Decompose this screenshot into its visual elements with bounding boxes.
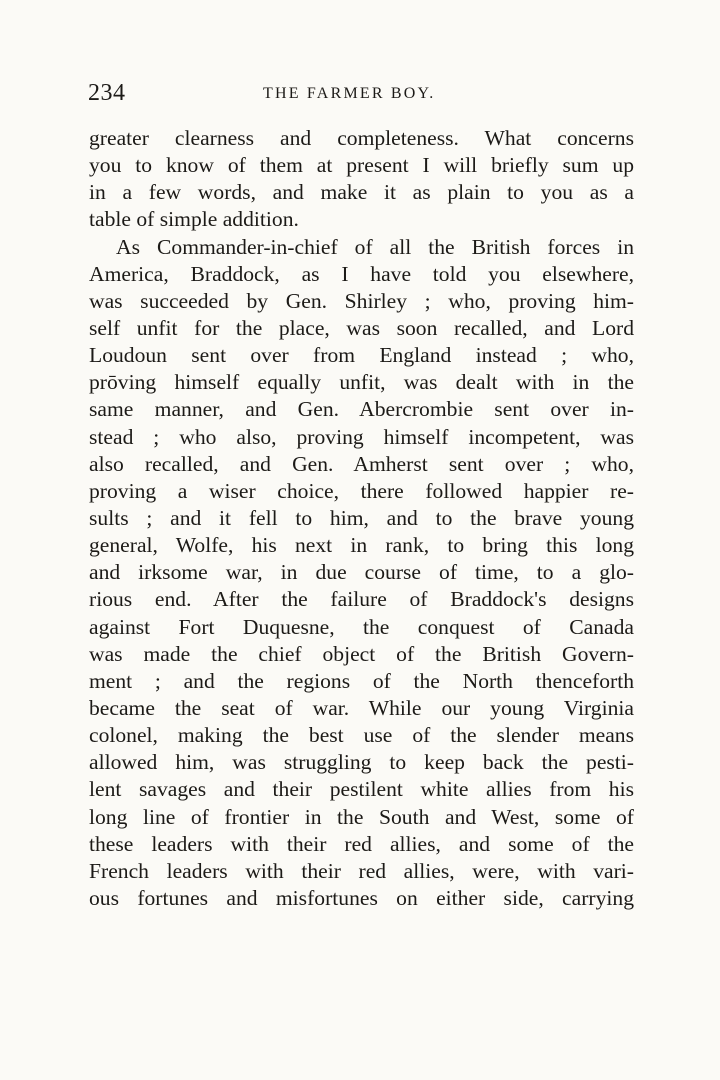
text-line: same manner, and Gen. Abercrombie sent over in- (89, 397, 634, 422)
text-line: table of simple addition. (89, 207, 299, 232)
text-line: prōving himself equally unfit, was dealt with in the (89, 370, 634, 395)
text-line: lent savages and their pestilent white allies from his (89, 777, 634, 802)
text-line: you to know of them at present I will briefly sum up (89, 153, 634, 178)
text-line: these leaders with their red allies, and some of the (89, 831, 634, 856)
text-line: America, Braddock, as I have told you elsewhere, (89, 261, 634, 286)
text-line: and irksome war, in due course of time, to a glo- (89, 560, 634, 585)
text-line: self unfit for the place, was soon recalled, and Lord (89, 315, 634, 340)
text-line: sults ; and it fell to him, and to the brave young (89, 505, 634, 530)
text-line: long line of frontier in the South and West, some of (89, 804, 634, 829)
text-line: proving a wiser choice, there followed happier re- (89, 478, 634, 503)
text-line: was succeeded by Gen. Shirley ; who, proving him- (89, 288, 634, 313)
text-line: became the seat of war. While our young Virginia (89, 695, 634, 720)
text-line: ment ; and the regions of the North thenceforth (89, 668, 634, 693)
text-line: French leaders with their red allies, were, with vari- (89, 858, 634, 883)
running-title: THE FARMER BOY. (263, 85, 436, 102)
text-line: ous fortunes and misfortunes on either side, carrying (89, 885, 634, 910)
text-line: in a few words, and make it as plain to you as a (89, 180, 634, 205)
text-line: greater clearness and completeness. What concerns (89, 126, 634, 150)
body-text (89, 125, 634, 912)
text-line: As Commander-in-chief of all the British forces in (116, 234, 634, 259)
text-line: stead ; who also, proving himself incompetent, was (89, 424, 634, 449)
running-head (88, 78, 632, 108)
text-line: Loudoun sent over from England instead ; who, (89, 343, 634, 368)
text-line: against Fort Duquesne, the conquest of Canada (89, 614, 634, 639)
text-line: general, Wolfe, his next in rank, to bring this long (89, 533, 634, 558)
page-number: 234 (88, 80, 126, 106)
text-line: colonel, making the best use of the slender means (89, 723, 634, 748)
text-line: allowed him, was struggling to keep back the pesti- (89, 750, 634, 775)
text-line: rious end. After the failure of Braddock's designs (89, 587, 634, 612)
text-line: was made the chief object of the British Govern- (89, 641, 634, 666)
text-line: also recalled, and Gen. Amherst sent over ; who, (89, 451, 634, 476)
